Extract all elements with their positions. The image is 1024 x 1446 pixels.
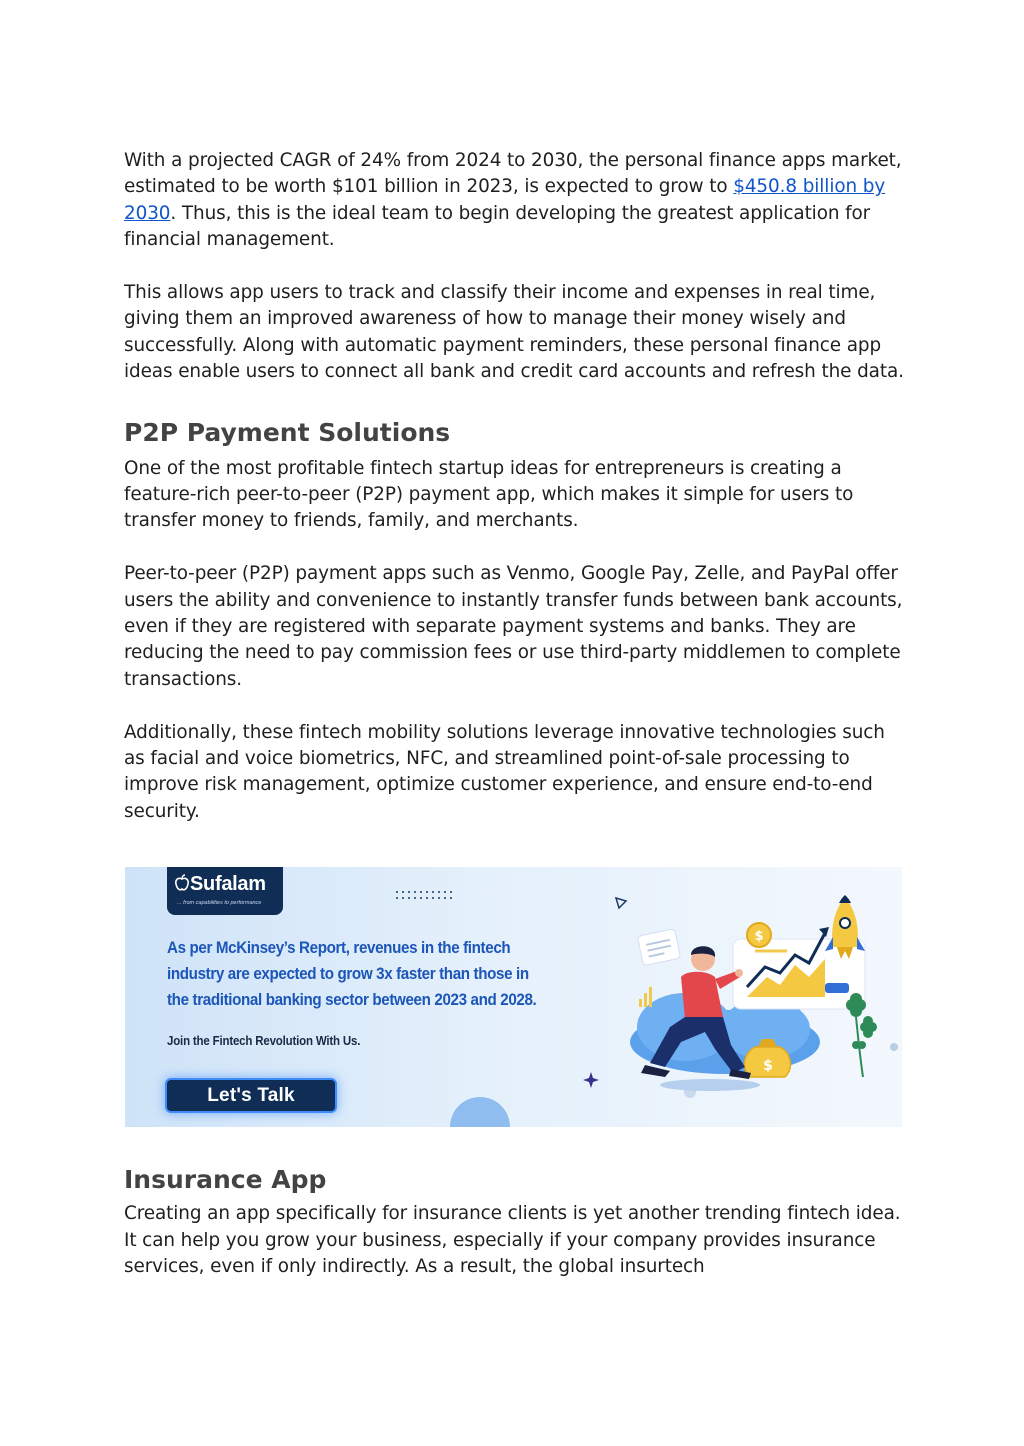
rocket-icon [825,895,865,959]
p2p-paragraph-2: Peer-to-peer (P2P) payment apps such as Venmo, Google Pay, Zelle, and PayPal offer users the ability and convenience to instantly transfer funds between bank accounts, even if they are registered with separate payment systems and banks. They are reducing the need to pay commission fees or use third-party middlemen to complete transactions. [124,563,903,690]
person-with-chart-illustration [125,867,902,1127]
clover-plant-icon [846,993,877,1077]
dollar-coin-icon [747,923,771,947]
insurance-heading: Insurance App [124,1165,327,1195]
sparkle-icon [583,1072,599,1088]
promo-banner[interactable] [125,867,902,1127]
headline-line-2: industry are expected to grow 3x faster than those in [167,965,529,984]
p2p-heading: P2P Payment Solutions [124,417,451,447]
logo-tagline: ... from capabilities to performance [177,900,262,907]
insurance-paragraph-1: Creating an app specifically for insurance clients is yet another trending fintech idea. It can help you grow your business, especially if your company provides insurance services, even if only indirectly. As a result, the global insurtech [124,1203,901,1278]
headline-line-1: As per McKinsey’s Report, revenues in the fintech [167,939,511,958]
market-size-link[interactable]: $450.8 billion by 2030 [124,176,886,224]
logo-wordmark: Sufalam [175,873,266,895]
p2p-paragraph-1: One of the most profitable fintech startup ideas for entrepreneurs is creating a feature-rich peer-to-peer (P2P) payment app, which makes it simple for users to transfer money to friends, family, and merchants. [124,457,854,532]
svg-text:$: $ [763,1058,773,1075]
intro-text-1: With a projected CAGR of 24% from 2024 to 2030, the personal finance apps market, estimated to be worth $101 billion in 2023, is expected to grow to [124,150,902,198]
document-page [124,148,904,1281]
triangle-icon [616,898,626,908]
p2p-section [124,416,904,826]
intro-paragraph-2: This allows app users to track and classify their income and expenses in real time, giving them an improved awareness of how to manage their money wisely and successfully. Along with automatic payment reminders, these personal finance app ideas enable users to connect all bank and credit card accounts and refresh the data. [124,282,904,383]
banner-subline: Join the Fintech Revolution With Us. [167,1034,361,1049]
intro-text-2: . Thus, this is the ideal team to begin developing the greatest application for financial management. [124,202,871,251]
intro-paragraph-1 [124,148,904,254]
headline-line-3: the traditional banking sector between 2023 and 2028. [167,991,537,1010]
p2p-paragraph-3: Additionally, these fintech mobility solutions leverage innovative technologies such as facial and voice biometrics, NFC, and streamlined point-of-sale processing to improve risk management, optimize customer experience, and ensure end-to-end security. [124,721,885,822]
lets-talk-button[interactable]: Let's Talk [167,1080,335,1111]
svg-text:$: $ [754,929,764,945]
insurance-section [124,1163,904,1280]
